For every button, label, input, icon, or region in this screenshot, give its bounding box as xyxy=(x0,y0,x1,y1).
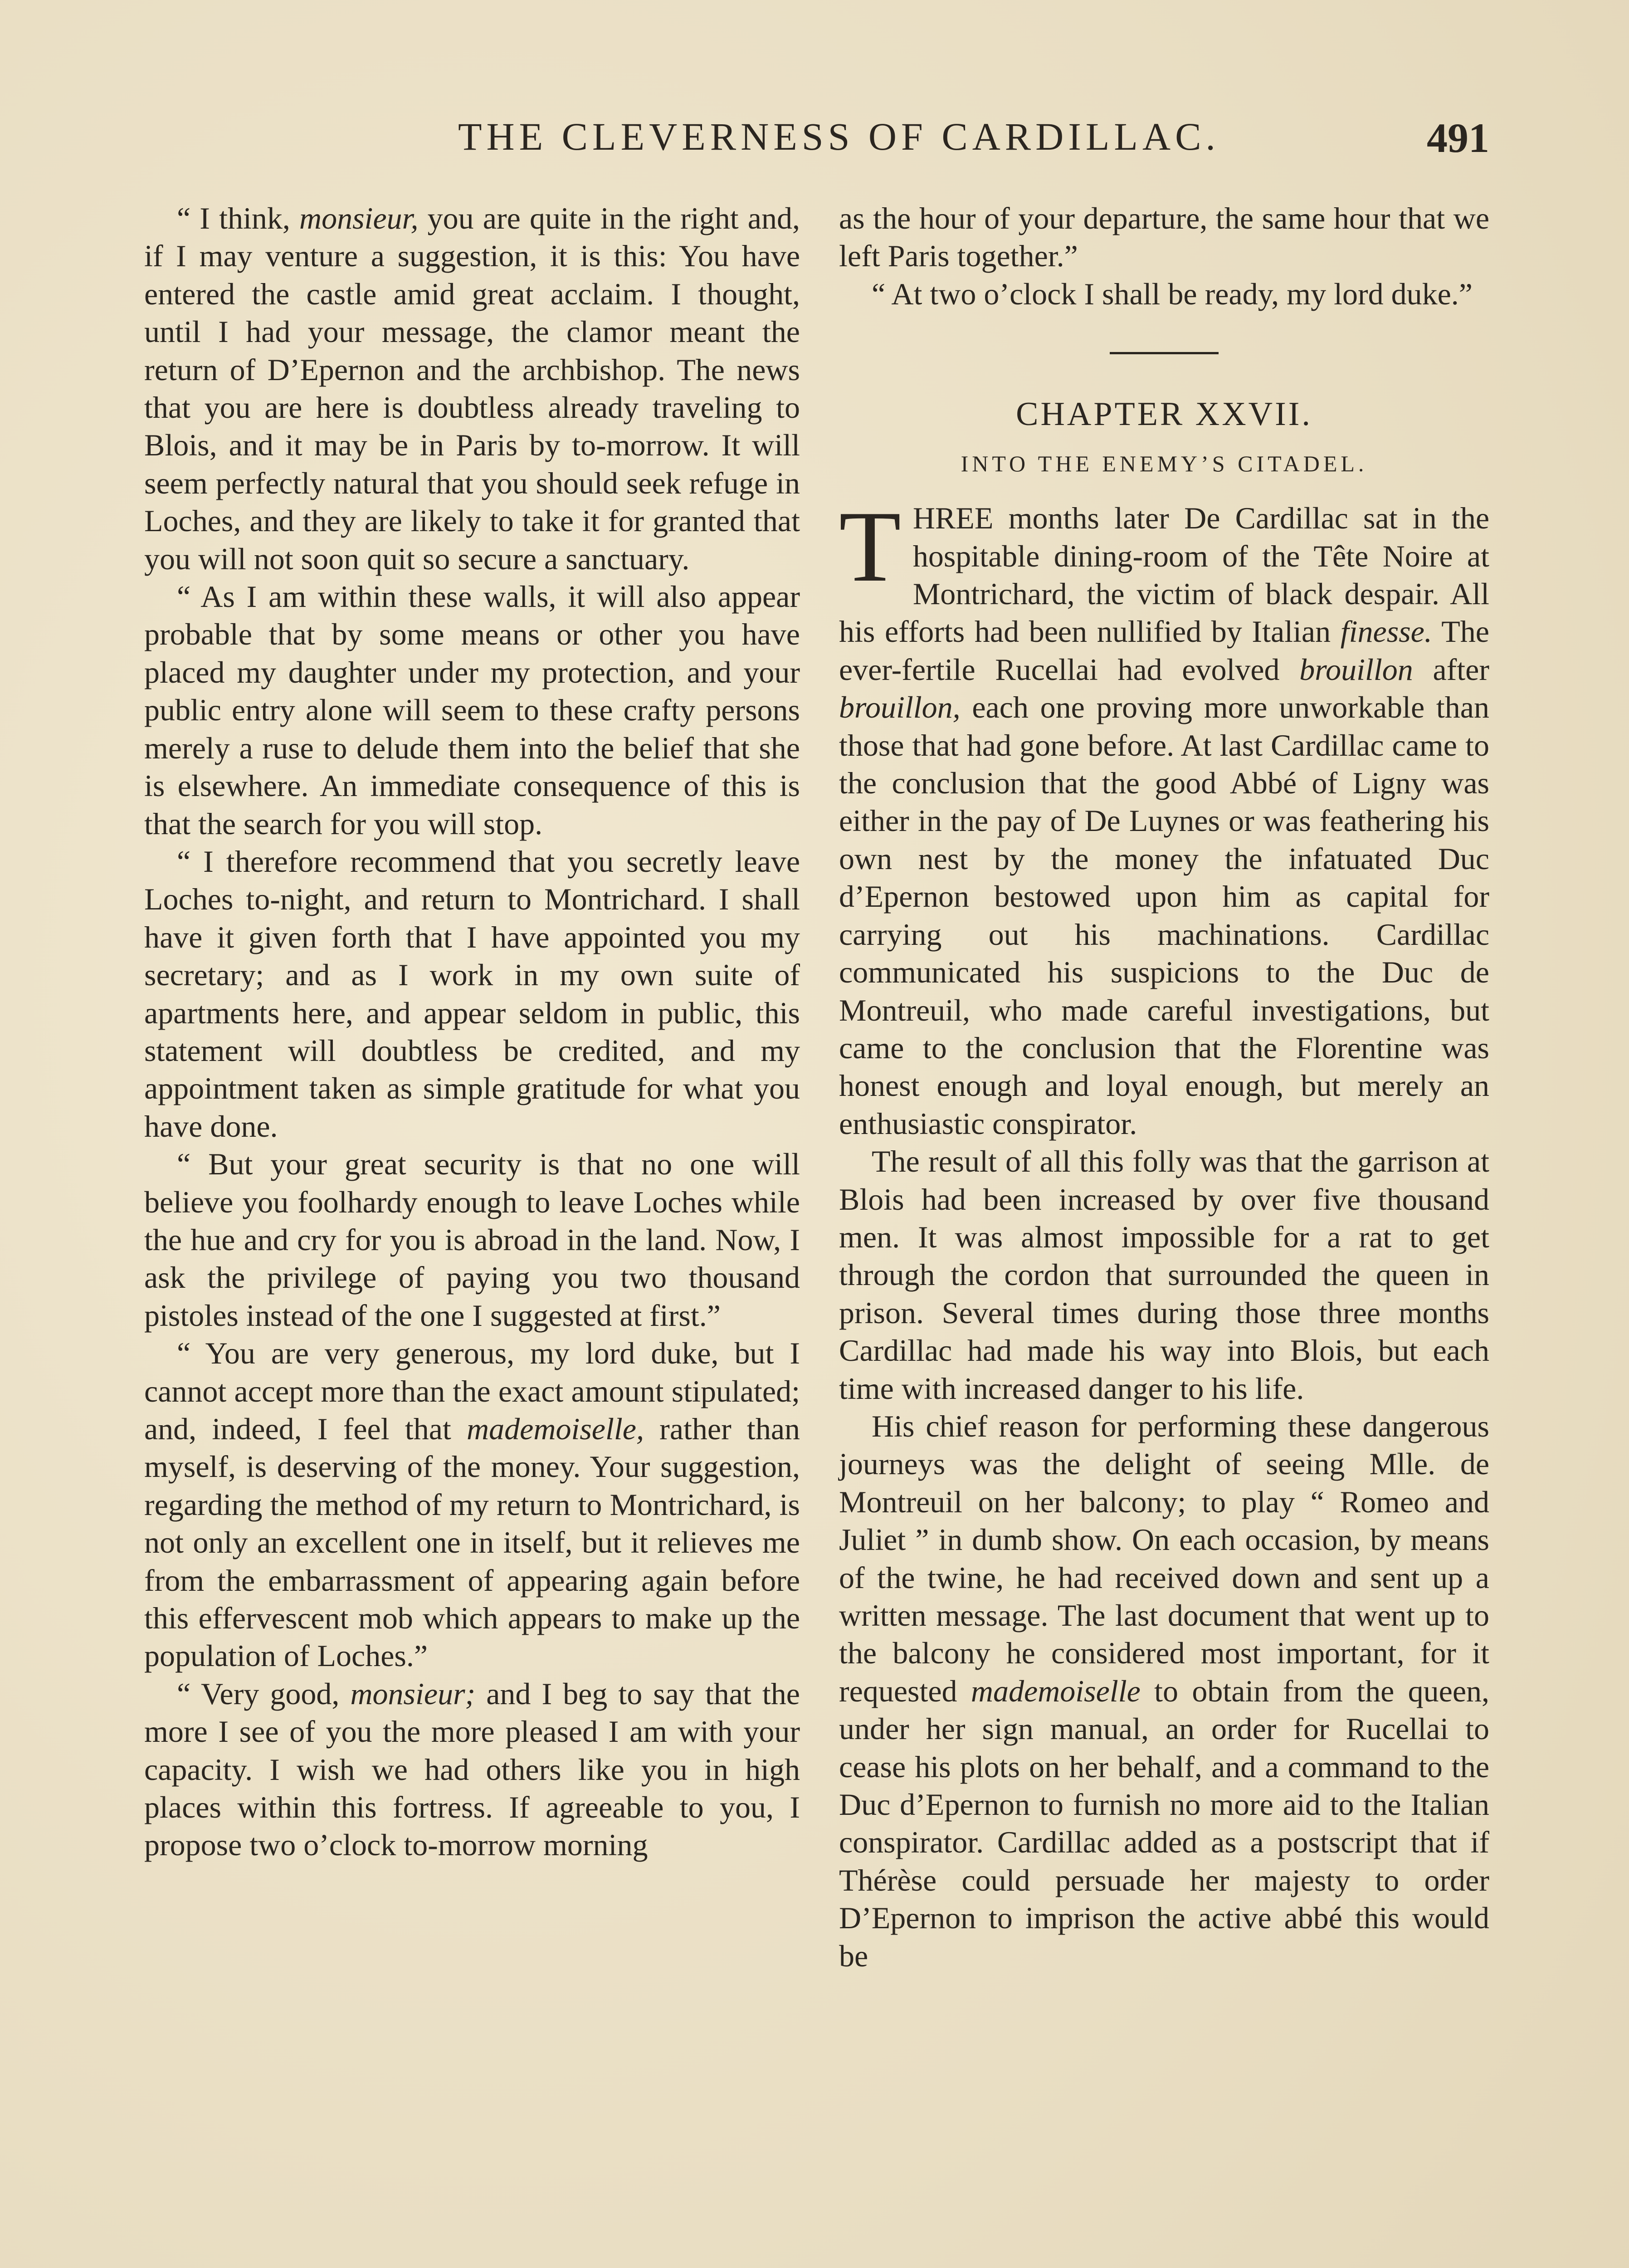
text-run: to obtain from the queen, under her sign manual, an order for Rucellai to cease his plots on her behalf, and a command to the Duc d’Epernon to furnish no more aid to the Italian conspirator. Cardillac added as a postscript that if Thérèse could persuade her majesty to order D’Epernon to imprison the active abbé this would be xyxy=(839,1673,1489,1973)
text-run: “ But your great security is that no one will believe you foolhardy enough to leave Loches while the hue and cry for you is abroad in the land. Now, I ask the privilege of paying you two thousand pistoles instead of the one I suggested at first.” xyxy=(144,1147,800,1333)
running-title: THE CLEVERNESS OF CARDILLAC. xyxy=(458,115,1220,158)
text-run: after xyxy=(1413,652,1489,687)
text-run: “ As I am within these walls, it will also appear probable that by some means or other you have placed my daughter under my protection, and your public entry alone will seem to these crafty persons merely a ruse to delude them into the belief that she is elsewhere. An immediate consequence of this is that the search for you will stop. xyxy=(144,579,800,841)
paragraph xyxy=(839,1143,1489,1408)
paragraph xyxy=(839,1408,1489,1975)
text-run: “ I think, xyxy=(177,201,299,235)
italic-text: monsieur; xyxy=(350,1676,476,1711)
paragraph xyxy=(144,578,800,843)
text-run: “ At two o’clock I shall be ready, my lord duke.” xyxy=(872,276,1473,311)
drop-cap: T xyxy=(839,490,901,603)
right-column-continuation xyxy=(839,200,1489,313)
paragraph xyxy=(144,1334,800,1675)
page-number: 491 xyxy=(1427,115,1489,161)
text-run: you are quite in the right and, if I may venture a suggestion, it is this: You have entered the castle amid great acclaim. I thought, until I had your message, the clamor meant the return of D’Epernon and the archbishop. The news that you are here is doubtless already traveling to Blois, and it may be in Paris by to-morrow. It will seem perfectly natural that you should seek refuge in Loches, and they are likely to take it for granted that you will not soon quit so secure a sanctuary. xyxy=(144,201,800,576)
right-column-body xyxy=(839,1143,1489,1975)
text-run: “ I therefore recommend that you secretly leave Loches to-night, and return to Montrichard. I shall have it given forth that I have appointed you my secretary; and as I work in my own suite of apartments here, and appear seldom in public, this statement will doubtless be credited, and my appointment taken as simple gratitude for what you have done. xyxy=(144,844,800,1144)
paragraph xyxy=(144,843,800,1145)
italic-text: brouillon, xyxy=(839,690,961,725)
text-run: The ever-fertile Rucellai had evolved xyxy=(839,614,1489,687)
chapter-subtitle: INTO THE ENEMY’S CITADEL. xyxy=(961,451,1368,477)
italic-text: brouillon xyxy=(1299,652,1413,687)
text-run: HREE months later De Cardillac sat in the hospitable dining-room of the Tête Noire at Montrichard, the victim of black despair. All his efforts had been nullified by Italian xyxy=(839,501,1489,649)
paragraph xyxy=(144,1675,800,1864)
right-column xyxy=(839,200,1489,1975)
running-header xyxy=(0,117,1629,176)
italic-text: finesse. xyxy=(1340,614,1432,649)
italic-text: monsieur, xyxy=(299,201,419,235)
italic-text: mademoiselle, xyxy=(467,1412,644,1446)
chapter-first-paragraph xyxy=(839,490,1489,1143)
text-run: His chief reason for performing these dangerous journeys was the delight of seeing Mlle. de Montreuil on her balcony; to play “ Romeo and Juliet ” in dumb show. On each occasion, by means of the twine, he had received down and sent up a written message. The last document that went up to the balcony he considered most important, for it requested xyxy=(839,1408,1489,1708)
text-run: rather than myself, is deserving of the money. Your suggestion, regarding the method of my return to Montrichard, is not only an excellent one in itself, but it relieves me from the embarrassment of appearing again before this effervescent mob which appears to make up the population of Loches.” xyxy=(144,1412,800,1673)
left-column xyxy=(144,200,800,1864)
text-run: “ You are very generous, my lord duke, but I cannot accept more than the exact amount stipulated; and, indeed, I feel that xyxy=(144,1336,800,1446)
text-run: each one proving more unworkable than those that had gone before. At last Cardillac came to the conclusion that the good Abbé of Ligny was either in the pay of De Luynes or was feathering his own nest by the money the infatuated Duc d’Epernon bestowed upon him as capital for carrying out his machinations. Cardillac communicated his suspicions to the Duc de Montreuil, who made careful investigations, but came to the conclusion that the Florentine was honest enough and loyal enough, but merely an enthusiastic conspirator. xyxy=(839,690,1489,1141)
text-run: “ Very good, xyxy=(177,1676,351,1711)
chapter-title: CHAPTER XXVII. xyxy=(1016,396,1312,433)
text-run: The result of all this folly was that the garrison at Blois had been increased by over five thousand men. It was almost impossible for a rat to get through the cordon that surrounded the queen in prison. Several times during those three months Cardillac had made his way into Blois, but each time with increased danger to his life. xyxy=(839,1144,1489,1406)
paragraph xyxy=(839,200,1489,275)
paragraph xyxy=(144,1145,800,1334)
text-run: as the hour of your departure, the same hour that we left Paris together.” xyxy=(839,201,1489,274)
paragraph xyxy=(144,200,800,578)
paragraph xyxy=(839,275,1489,313)
text-run: and I beg to say that the more I see of you the more pleased I am with your capacity. I wish we had others like you in high places within this fortress. If agreeable to you, I propose two o’clock to-morrow morning xyxy=(144,1676,800,1862)
italic-text: mademoiselle xyxy=(971,1673,1141,1708)
section-divider xyxy=(1110,352,1219,354)
